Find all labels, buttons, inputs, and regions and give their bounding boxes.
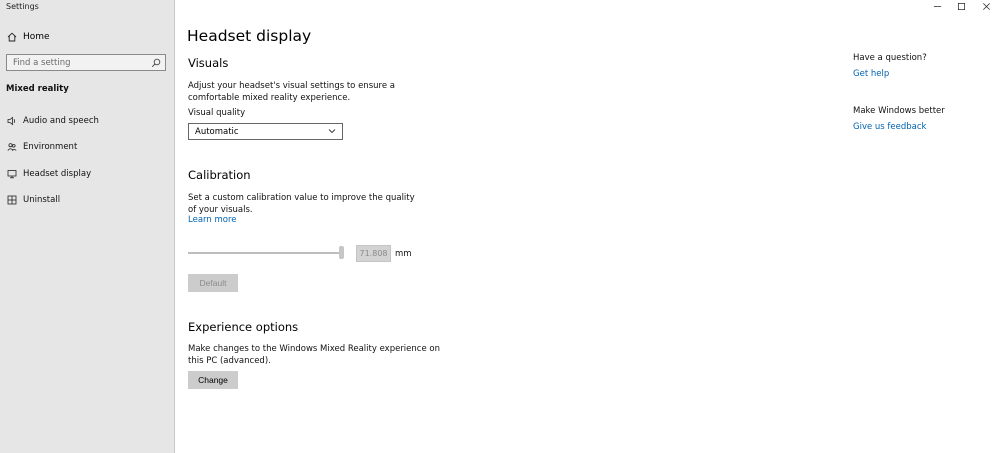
learn-more-link[interactable]: Learn more [188, 215, 237, 225]
maximize-icon[interactable] [949, 0, 973, 12]
speaker-icon [6, 116, 17, 127]
calibration-description: Set a custom calibration value to improve the quality of your visuals. [188, 193, 415, 215]
sidebar-item-uninstall[interactable] [6, 193, 60, 207]
uninstall-icon [6, 195, 17, 206]
search-input[interactable] [13, 58, 151, 68]
slider-thumb[interactable] [339, 246, 344, 259]
visuals-heading: Visuals [188, 56, 229, 70]
default-button[interactable]: Default [188, 274, 238, 292]
visual-quality-dropdown[interactable] [188, 123, 343, 140]
search-box[interactable] [6, 54, 166, 71]
app-title: Settings [6, 2, 39, 11]
search-icon[interactable] [151, 58, 161, 68]
question-heading: Have a question? [853, 53, 927, 63]
sidebar-item-label: Environment [23, 142, 78, 152]
calibration-value-field[interactable]: 71.808 [356, 245, 391, 262]
page-title: Headset display [187, 27, 312, 45]
sidebar-item-label: Uninstall [23, 195, 61, 205]
make-windows-better-heading: Make Windows better [853, 106, 945, 116]
display-icon [6, 169, 17, 180]
sidebar-item-environment[interactable] [6, 140, 77, 154]
calibration-slider[interactable] [188, 246, 344, 260]
environment-icon [6, 142, 17, 153]
experience-options-heading: Experience options [188, 320, 299, 334]
sidebar-item-headset-display[interactable] [6, 167, 91, 181]
chevron-down-icon [327, 126, 337, 136]
calibration-heading: Calibration [188, 168, 251, 182]
sidebar-item-label: Headset display [23, 169, 92, 179]
visuals-description: Adjust your headset's visual settings to ensure a comfortable mixed reality experience. [188, 81, 395, 103]
nav-home[interactable] [6, 30, 50, 44]
get-help-link[interactable]: Get help [853, 69, 890, 79]
close-icon[interactable] [974, 0, 998, 12]
feedback-link[interactable]: Give us feedback [853, 122, 927, 132]
visual-quality-value: Automatic [195, 126, 239, 137]
calibration-unit: mm [395, 249, 412, 259]
minimize-icon[interactable] [925, 0, 949, 12]
sidebar-item-label: Audio and speech [23, 116, 99, 126]
home-icon [6, 32, 17, 43]
slider-track [188, 252, 340, 254]
sidebar [0, 0, 175, 453]
change-button[interactable]: Change [188, 371, 238, 389]
experience-description: Make changes to the Windows Mixed Reality experience on this PC (advanced). [188, 344, 440, 366]
section-title: Mixed reality [6, 84, 69, 94]
sidebar-item-audio-and-speech[interactable] [6, 114, 99, 128]
home-label: Home [23, 32, 50, 42]
visual-quality-label: Visual quality [188, 108, 246, 118]
